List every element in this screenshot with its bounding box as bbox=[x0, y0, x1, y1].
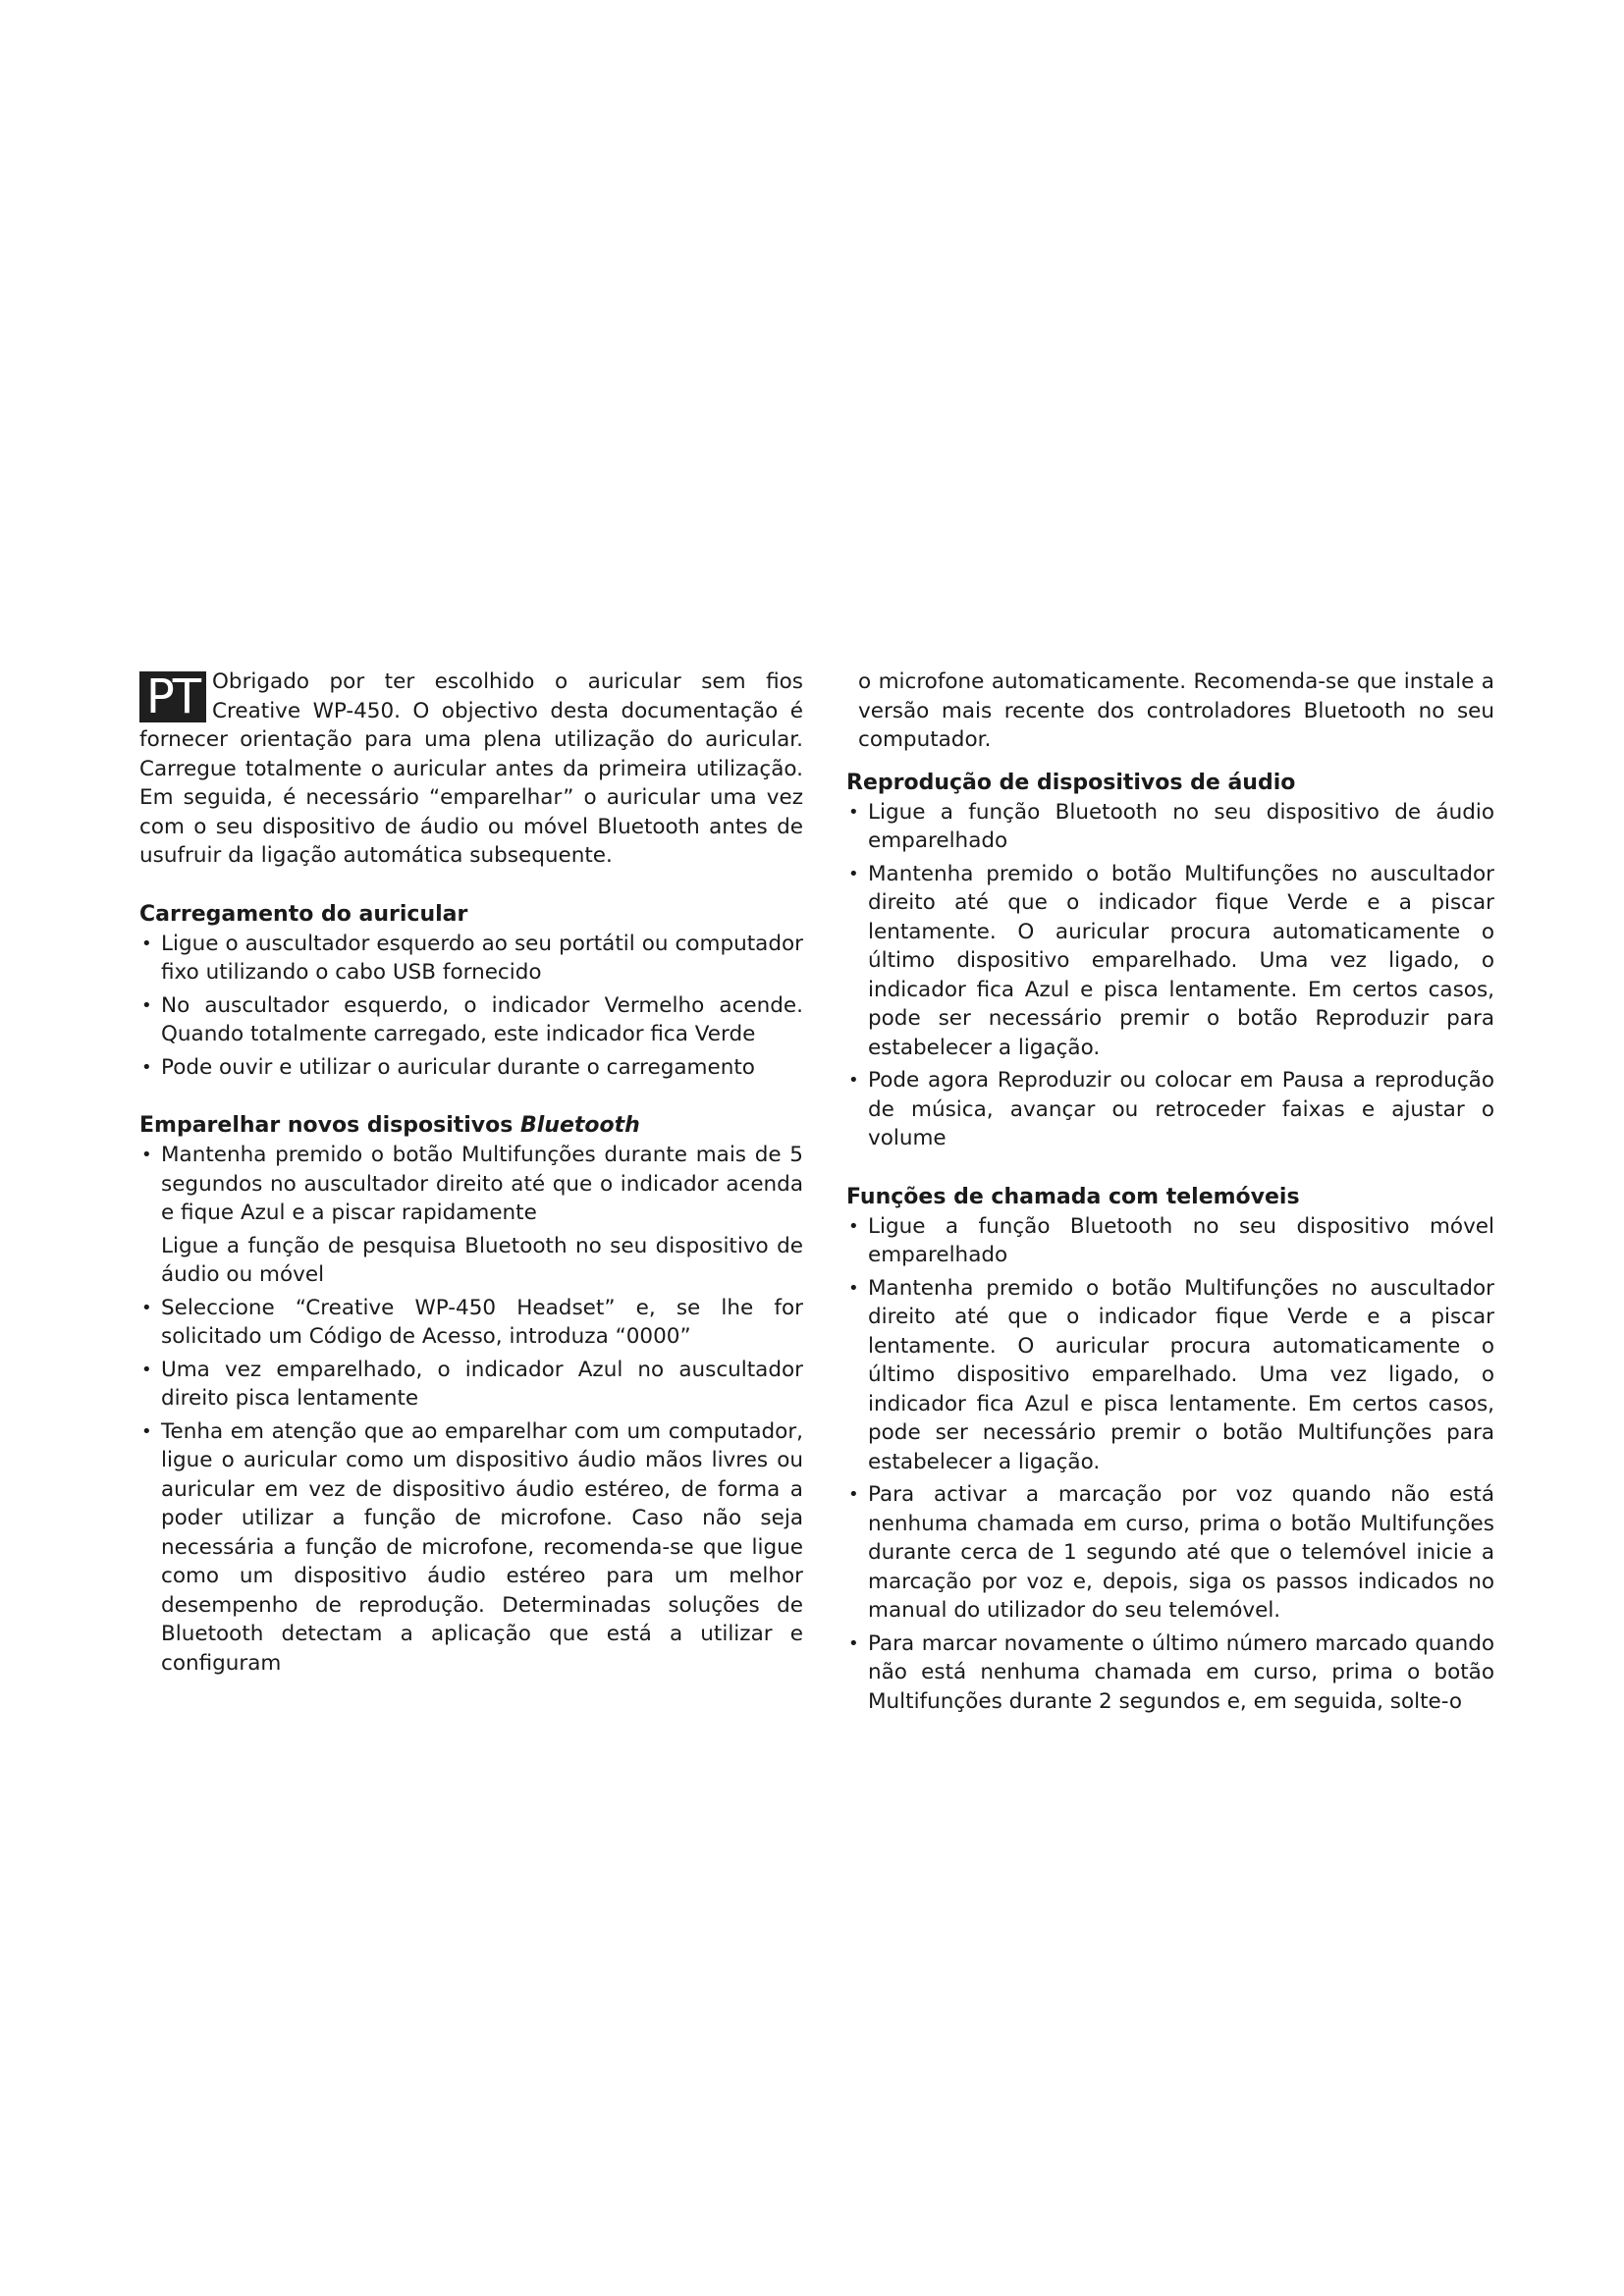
continuation-paragraph: o microfone automaticamente. Recomenda-se que instale a versão mais recente dos controladores Bluetooth no seu computador. bbox=[858, 669, 1494, 752]
list-item: • Seleccione “Creative WP-450 Headset” e, se lhe for solicitado um Código de Acesso, introduza “0000” bbox=[139, 1294, 803, 1352]
pairing-title-bluetooth: Bluetooth bbox=[520, 1113, 640, 1138]
section-title-audio: Reprodução de dispositivos de áudio bbox=[846, 770, 1296, 795]
list-item: • No auscultador esquerdo, o indicador Vermelho acende. Quando totalmente carregado, este indicador fica Verde bbox=[139, 991, 803, 1049]
list-item: • Uma vez emparelhado, o indicador Azul no auscultador direito pisca lentamente bbox=[139, 1356, 803, 1414]
section-title-calls: Funções de chamada com telemóveis bbox=[846, 1184, 1300, 1209]
right-column bbox=[846, 667, 1494, 1720]
pairing-title-text: Emparelhar novos dispositivos bbox=[139, 1113, 521, 1138]
list-item: • Para activar a marcação por voz quando não está nenhuma chamada em curso, prima o botão Multifunções durante cerca de 1 segundo até que o telemóvel inicie a marcação por voz e, depois, siga os passos indicados no manual do utilizador do seu telemóvel. bbox=[846, 1480, 1494, 1626]
section-charging bbox=[139, 900, 803, 1083]
list-item: • Ligue o auscultador esquerdo ao seu portátil ou computador fixo utilizando o cabo USB fornecido bbox=[139, 930, 803, 988]
audio-list bbox=[846, 798, 1494, 1153]
list-item: • Tenha em atenção que ao emparelhar com um computador, ligue o auricular como um dispositivo áudio mãos livres ou auricular em vez de dispositivo áudio estéreo, de forma a poder utilizar a função de microfone. Caso não seja necessária a função de microfone, recomenda-se que ligue como um dispositivo áudio estéreo para um melhor desempenho de reprodução. Determinadas soluções de Bluetooth detectam a aplicação que está a utilizar e configuram bbox=[139, 1417, 803, 1679]
list-item: • Mantenha premido o botão Multifunções no auscultador direito até que o indicador fique Verde e a piscar lentamente. O auricular procura automaticamente o último dispositivo emparelhado. Uma vez ligado, o indicador fica Azul e pisca lentamente. Em certos casos, pode ser necessário premir o botão Multifunções para estabelecer a ligação. bbox=[846, 1274, 1494, 1477]
section-call-functions bbox=[846, 1183, 1494, 1717]
intro-paragraph: Obrigado por ter escolhido o auricular sem fios Creative WP-450. O objectivo desta documentação é fornecer orientação para uma plena utilização do auricular. Carregue totalmente o auricular antes da primeira utilização. Em seguida, é necessário “emparelhar” o auricular uma vez com o seu dispositivo de áudio ou móvel Bluetooth antes de usufruir da ligação automática subsequente. bbox=[139, 669, 803, 868]
list-item: • Ligue a função Bluetooth no seu dispositivo móvel emparelhado bbox=[846, 1212, 1494, 1270]
list-item: • Mantenha premido o botão Multifunções no auscultador direito até que o indicador fique Verde e a piscar lentamente. O auricular procura automaticamente o último dispositivo emparelhado. Uma vez ligado, o indicador fica Azul e pisca lentamente. Em certos casos, pode ser necessário premir o botão Reproduzir para estabelecer a ligação. bbox=[846, 860, 1494, 1063]
list-item: • Pode ouvir e utilizar o auricular durante o carregamento bbox=[139, 1053, 803, 1083]
list-item: • Pode agora Reproduzir ou colocar em Pausa a reprodução de música, avançar ou retroceder faixas e ajustar o volume bbox=[846, 1066, 1494, 1153]
list-item: • Ligue a função Bluetooth no seu dispositivo de áudio emparelhado bbox=[846, 798, 1494, 856]
section-pairing bbox=[139, 1111, 803, 1678]
list-item: • Para marcar novamente o último número marcado quando não está nenhuma chamada em curso, prima o botão Multifunções durante 2 segundos e, em seguida, solte-o bbox=[846, 1629, 1494, 1717]
calls-list bbox=[846, 1212, 1494, 1717]
list-item: Ligue a função de pesquisa Bluetooth no seu dispositivo de áudio ou móvel bbox=[161, 1233, 803, 1287]
language-badge: PT bbox=[139, 671, 206, 722]
charging-list bbox=[139, 930, 803, 1083]
intro-block bbox=[139, 667, 803, 871]
pairing-list bbox=[139, 1141, 803, 1678]
section-title-charging: Carregamento do auricular bbox=[139, 901, 468, 927]
section-title-pairing bbox=[139, 1111, 803, 1141]
section-audio-playback bbox=[846, 769, 1494, 1153]
left-column bbox=[139, 667, 803, 1682]
list-item: • Mantenha premido o botão Multifunções durante mais de 5 segundos no auscultador direito até que o indicador acenda e fique Azul e a piscar rapidamente bbox=[139, 1141, 803, 1228]
